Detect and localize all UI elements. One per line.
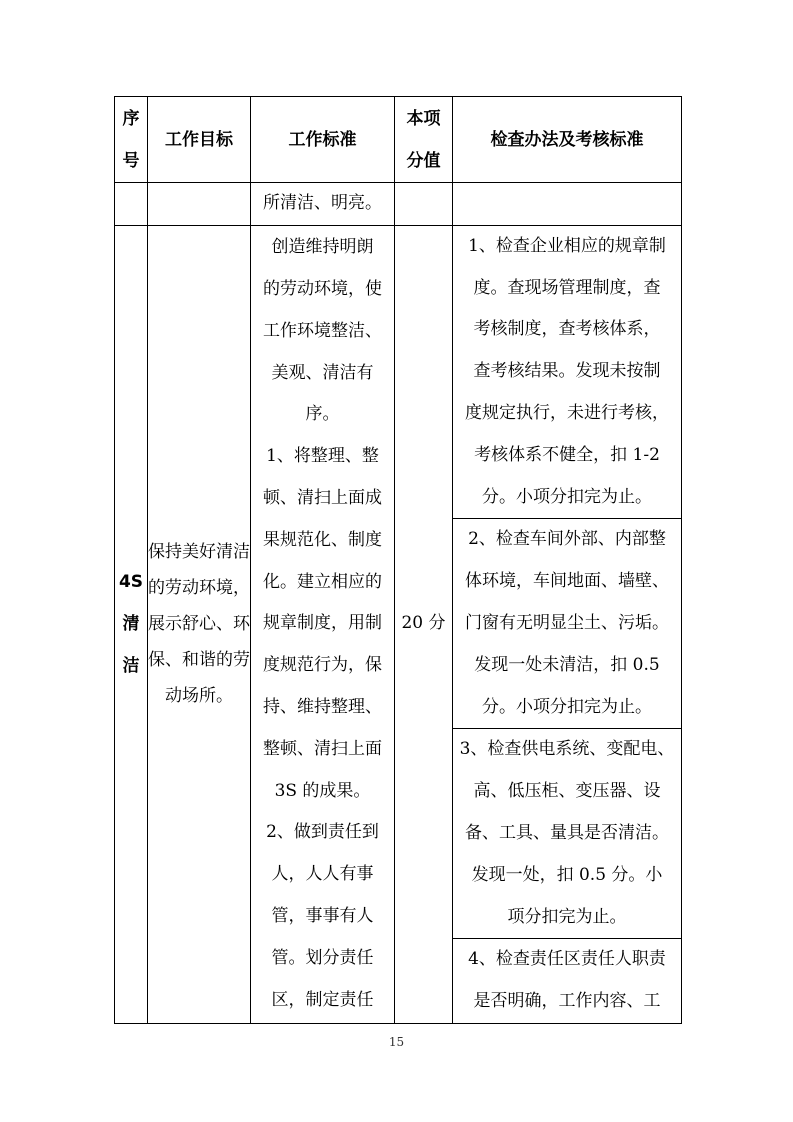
score-cell: 20 分 [395, 225, 453, 1023]
seq-line-3: 洁 [122, 656, 140, 677]
header-goal: 工作目标 [148, 97, 251, 183]
standard-line: 管。划分责任 [271, 947, 374, 968]
header-seq-line-1: 序 [122, 108, 140, 129]
standard-line: 度规范行为，保 [263, 655, 382, 676]
header-seq-line-2: 号 [122, 150, 140, 171]
method-cell-1 [453, 225, 682, 519]
method-line: 度规定执行，未进行考核， [465, 402, 669, 423]
seq-cell [115, 225, 148, 1023]
method-line: 是否明确，工作内容、工 [473, 991, 661, 1012]
method-line: 分。小项分扣完为止。 [482, 486, 652, 507]
method-line: 分。小项分扣完为止。 [482, 696, 652, 717]
cont-standard-cell: 所清洁、明亮。 [251, 183, 395, 226]
standard-line: 管，事事有人 [271, 906, 374, 927]
method-cell-2 [453, 519, 682, 729]
cont-method-cell [453, 183, 682, 226]
goal-cell: 保持美好清洁的劳动环境，展示舒心、环保、和谐的劳动场所。 [148, 225, 251, 1023]
continuation-row [115, 183, 682, 226]
cont-goal-cell [148, 183, 251, 226]
method-line: 体环境，车间地面、墙壁、 [465, 571, 669, 592]
method-line: 2、检查车间外部、内部整 [468, 529, 666, 550]
standard-line: 区，制定责任 [271, 989, 374, 1010]
header-score-line-2: 分值 [406, 150, 441, 171]
standard-line: 的劳动环境，使 [263, 279, 382, 300]
standard-line: 持、维持整理、 [263, 697, 382, 718]
page-number: 15 [388, 1035, 405, 1049]
method-line: 3、检查供电系统、变配电、 [459, 739, 675, 760]
assessment-table [114, 96, 682, 1024]
standard-line: 化。建立相应的 [263, 571, 382, 592]
method-line: 考核制度，查考核体系， [473, 319, 661, 340]
cont-seq-cell [115, 183, 148, 226]
method-line: 查考核结果。发现未按制 [473, 361, 661, 382]
standard-line: 3S 的成果。 [274, 780, 371, 801]
method-line: 度。查现场管理制度，查 [473, 277, 661, 298]
method-line: 1、检查企业相应的规章制 [468, 235, 666, 256]
method-cell-3 [453, 729, 682, 939]
standard-line: 1、将整理、整 [266, 446, 379, 467]
seq-line-2: 清 [122, 614, 140, 635]
method-line: 考核体系不健全，扣 1-2 [474, 444, 660, 465]
header-score [395, 97, 453, 183]
standard-line: 人，人人有事 [271, 864, 374, 885]
standard-line: 2、做到责任到 [266, 822, 379, 843]
header-score-line-1: 本项 [406, 108, 441, 129]
standard-line: 创造维持明朗 [271, 237, 374, 258]
method-line: 4、检查责任区责任人职责 [468, 949, 666, 970]
method-line: 发现一处未清洁，扣 0.5 [474, 654, 660, 675]
method-line: 备、工具、量具是否清洁。 [465, 822, 669, 843]
header-standard: 工作标准 [251, 97, 395, 183]
standard-line: 美观、清洁有 [271, 362, 374, 383]
cont-score-cell [395, 183, 453, 226]
table-row [115, 225, 682, 519]
standard-line: 果规范化、制度 [263, 529, 382, 550]
seq-line-1: 4S [118, 572, 144, 593]
standard-cell [251, 225, 395, 1023]
standard-line: 顿、清扫上面成 [263, 488, 382, 509]
header-row [115, 97, 682, 183]
header-method: 检查办法及考核标准 [453, 97, 682, 183]
standard-line: 规章制度，用制 [263, 613, 382, 634]
method-cell-4 [453, 939, 682, 1024]
method-line: 发现一处，扣 0.5 分。小 [471, 864, 663, 885]
standard-line: 序。 [305, 404, 340, 425]
method-line: 门窗有无明显尘土、污垢。 [465, 612, 669, 633]
method-line: 高、低压柜、变压器、设 [473, 781, 661, 802]
header-seq [115, 97, 148, 183]
standard-line: 工作环境整洁、 [263, 320, 382, 341]
standard-line: 整顿、清扫上面 [263, 738, 382, 759]
method-line: 项分扣完为止。 [507, 906, 627, 927]
